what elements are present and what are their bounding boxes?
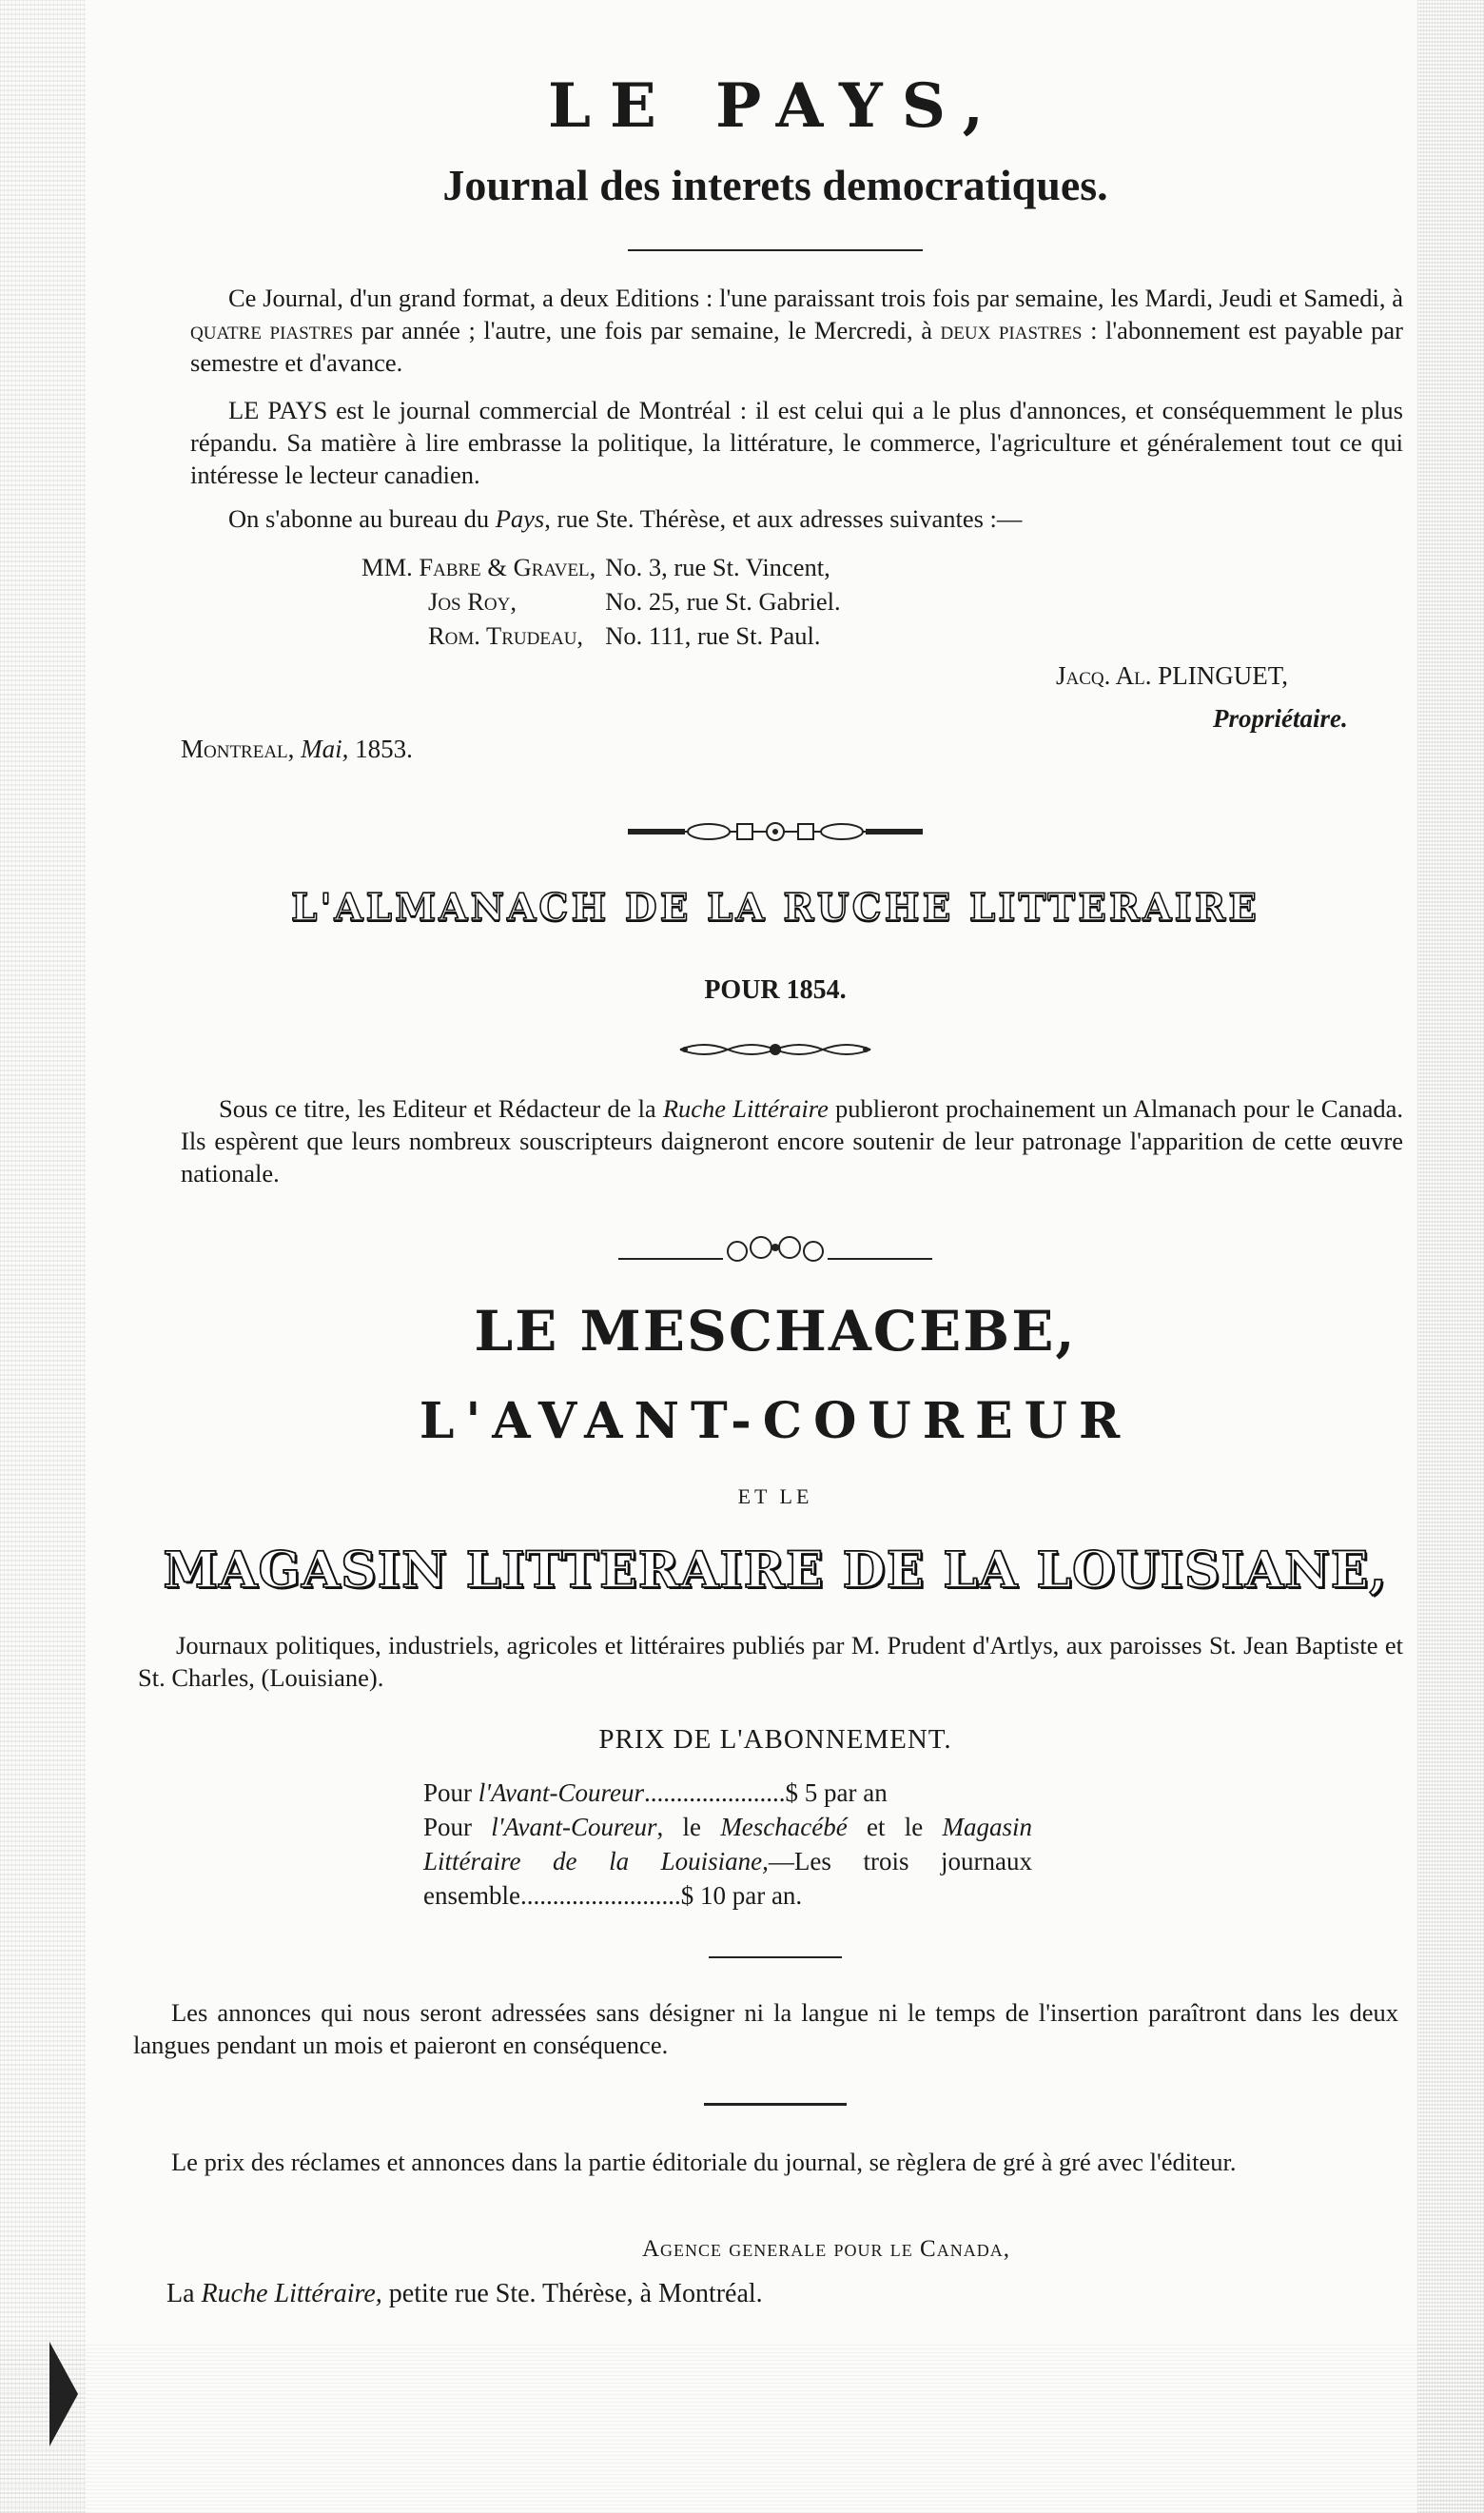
prix-heading: PRIX DE L'ABONNEMENT. <box>598 1724 952 1755</box>
para1-text-a: Ce Journal, d'un grand format, a deux Editions : l'une paraissant trois fois par semaine, les Mardi, Jeudi et Samedi, à <box>228 284 1403 312</box>
price2-paper-3: Magasin Littéraire de la Louisiane, <box>423 1813 1032 1875</box>
price2-le: , le <box>656 1813 721 1841</box>
price2-pour: Pour <box>423 1813 492 1841</box>
meschacebe-description: Journaux politiques, industriels, agricoles et littéraires publiés par M. Prudent d'Artlys, aux paroisses St. Jean Baptiste et St. Charles, (Louisiane). <box>138 1631 1403 1692</box>
para1-text-b: par année ; l'autre, une fois par semaine, le Mercredi, à <box>353 316 941 344</box>
price1-dots: ...................... <box>644 1778 786 1807</box>
price2-rest: —Les trois journaux ensemble <box>423 1847 1032 1910</box>
address-list <box>361 550 850 653</box>
price-line-2 <box>423 1810 1032 1913</box>
meschacebe-title: LE MESCHACEBE, <box>474 1299 1077 1364</box>
reclames-paragraph: Le prix des réclames et annonces dans la partie éditoriale du journal, se règlera de gré à gré avec l'éditeur. <box>171 2148 1237 2176</box>
para3-text-b: , rue Ste. Thérèse, et aux adresses suivantes :— <box>544 504 1023 533</box>
scan-noise-bottom <box>0 2342 1484 2513</box>
le-pays-paragraph-3 <box>190 502 1403 535</box>
dateline <box>181 735 413 764</box>
annonces-paragraph: Les annonces qui nous seront adressées sans désigner ni la langue ni le temps de l'insertion paraîtront dans les deux langues pendant un mois et paieront en conséquence. <box>133 1998 1398 2059</box>
le-pays-paragraph-2: LE PAYS est le journal commercial de Montréal : il est celui qui a le plus d'annonces, et conséquemment le plus répandu. Sa matière à lire embrasse la politique, la littérature, le commerce, l'agriculture et généralement tout ce qui intéresse le lecteur canadien. <box>190 396 1403 489</box>
address-name: MM. Fabre & Gravel, <box>361 553 596 581</box>
para1-price-1: quatre piastres <box>190 316 354 344</box>
scan-noise-right <box>1417 0 1484 2513</box>
ruche-name: Ruche Littéraire, <box>201 2279 382 2308</box>
scan-noise-left <box>0 0 86 2513</box>
divider-rule <box>704 2103 847 2106</box>
price1-paper: l'Avant-Coureur <box>478 1778 645 1807</box>
avant-coureur-title: L'AVANT-COUREUR <box>419 1392 1132 1450</box>
address-row <box>361 618 850 653</box>
agence-line: Agence generale pour le Canada, <box>642 2236 1010 2262</box>
signature-title: Propriétaire. <box>1213 704 1348 733</box>
scan-corner-mark <box>49 2342 78 2446</box>
para1-price-2: deux piastres <box>940 316 1083 344</box>
address-street: No. 3, rue St. Vincent, <box>605 553 830 581</box>
para3-text-a: On s'abonne au bureau du <box>228 504 496 533</box>
para3-pays: Pays <box>495 504 545 533</box>
et-le: ET LE <box>737 1484 813 1508</box>
address-street: No. 111, rue St. Paul. <box>605 621 821 650</box>
almanach-year: POUR 1854. <box>704 975 847 1005</box>
ornament-scroll <box>618 1232 932 1270</box>
address-street: No. 25, rue St. Gabriel. <box>605 587 841 616</box>
divider-rule <box>709 1956 842 1958</box>
address-row <box>361 550 850 584</box>
le-pays-paragraph-1 <box>190 282 1403 379</box>
price1-amount: $ 5 par an <box>785 1778 888 1807</box>
almanach-text-b: publieront prochainement un Almanach pour le Canada. Ils espèrent que leurs nombreux souscripteurs daigneront encore soutenir de leur patronage l'apparition de cette œuvre nationale. <box>181 1094 1403 1188</box>
le-pays-title: LE PAYS, <box>548 70 1003 142</box>
price-line-1 <box>423 1776 1165 1810</box>
almanach-title: L'ALMANACH DE LA RUCHE LITTERAIRE <box>291 886 1259 930</box>
para1-text-c: : l'abonnement est payable par semestre et d'avance. <box>190 316 1403 377</box>
dateline-month: Mai, <box>301 735 349 763</box>
almanach-paragraph <box>181 1092 1403 1189</box>
almanach-ruche: Ruche Littéraire <box>662 1094 829 1123</box>
divider-rule <box>628 249 923 251</box>
le-pays-subtitle: Journal des interets democratiques. <box>442 161 1108 209</box>
dateline-place: Montreal, <box>181 735 295 763</box>
address-name: Jos Roy, <box>428 587 517 616</box>
price2-dots: ......................... <box>519 1881 681 1910</box>
address-name: Rom. Trudeau, <box>428 621 584 650</box>
price1-pour: Pour <box>423 1778 478 1807</box>
signature-name: Jacq. Al. PLINGUET, <box>1056 661 1288 690</box>
ornament-divider <box>628 820 923 843</box>
price2-paper-2: Meschacébé <box>720 1813 848 1841</box>
price2-paper-1: l'Avant-Coureur <box>491 1813 657 1841</box>
magasin-title: MAGASIN LITTERAIRE DE LA LOUISIANE, <box>163 1541 1388 1600</box>
ornament-divider-small <box>675 1040 875 1059</box>
ruche-text-b: petite rue Ste. Thérèse, à Montréal. <box>381 2279 763 2308</box>
ruche-text-a: La <box>166 2279 202 2308</box>
almanach-text-a: Sous ce titre, les Editeur et Rédacteur de la <box>219 1094 663 1123</box>
dateline-year: 1853. <box>355 735 413 763</box>
ruche-address <box>166 2279 763 2309</box>
price2-et: et le <box>847 1813 943 1841</box>
address-row <box>361 584 850 618</box>
price2-amount: $ 10 par an. <box>680 1881 803 1910</box>
